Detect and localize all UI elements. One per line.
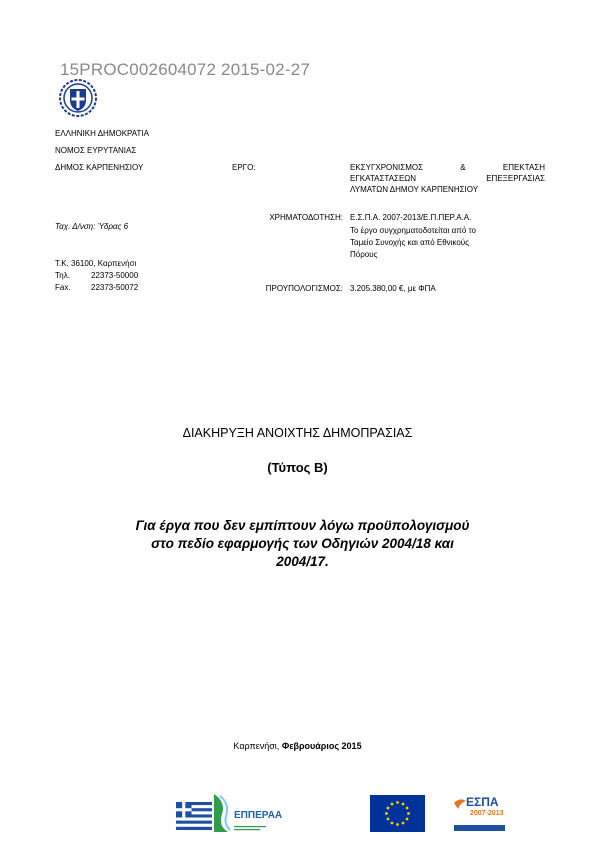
funding-line-4: Πόρους [350, 250, 378, 259]
header-tel-value: 22373-50000 [91, 271, 139, 280]
eu-star-icon [407, 812, 410, 815]
header-postal: Τ.Κ. 36100, Καρπενήσι [55, 259, 137, 268]
eu-star-icon [391, 803, 394, 806]
ergo-label: ΕΡΓΟ: [232, 163, 256, 172]
place-date [0, 741, 595, 751]
epperaa-logo [212, 792, 283, 834]
eu-star-icon [387, 807, 390, 810]
funding-line-2: Το έργο συγχρηματοδοτείται από το [350, 226, 476, 235]
header-fax-label: Fax. [55, 283, 71, 292]
eu-star-icon [406, 818, 409, 821]
scope-note-line-2: στο πεδίο εφαρμογής των Οδηγιών 2004/18 και [151, 536, 454, 551]
budget-label: ΠΡΟΥΠΟΛΟΓΙΣΜΟΣ: [265, 284, 343, 293]
page-title: ΔΙΑΚΗΡΥΞΗ ΑΝΟΙΧΤΗΣ ΔΗΜΟΠΡΑΣΙΑΣ [182, 426, 413, 440]
header-tel-label: Τηλ. [55, 271, 70, 280]
eu-star-icon [396, 801, 399, 804]
eu-star-icon [402, 803, 405, 806]
ergo-line-1: ΕΚΣΥΓΧΡΟΝΙΣΜΟΣ & ΕΠΕΚΤΑΣΗ [350, 163, 545, 172]
eu-star-icon [402, 822, 405, 825]
header-address: Ταχ. Δ/νση: Ύδρας 6 [55, 222, 129, 231]
eu-star-icon [385, 812, 388, 815]
ergo-line-2: ΕΓΚΑΤΑΣΤΑΣΕΩΝ ΕΠΕΞΕΡΓΑΣΙΑΣ [350, 174, 545, 183]
scope-note-line-3: 2004/17. [276, 554, 329, 569]
greek-flag-icon [176, 802, 212, 830]
espa-text: ΕΣΠΑ [466, 795, 499, 809]
eu-star-icon [406, 807, 409, 810]
budget-value: 3.205.380,00 €, με ΦΠΑ [350, 284, 436, 293]
header-prefecture: ΝΟΜΟΣ ΕΥΡΥΤΑΝΙΑΣ [55, 146, 137, 155]
header-municipality: ΔΗΜΟΣ ΚΑΡΠΕΝΗΣΙΟΥ [55, 163, 144, 172]
scope-note-line-1: Για έργα που δεν εμπίπτουν λόγω προϋπολογισμού [135, 518, 470, 533]
funding-line-3: Ταμείο Συνοχής και από Εθνικούς [350, 238, 470, 247]
epperaa-text: ΕΠΠΕΡΑΑ [234, 810, 283, 821]
eu-star-icon [391, 822, 394, 825]
document-id: 15PROC002604072 2015-02-27 [60, 60, 310, 79]
espa-logo [452, 795, 507, 833]
place: Καρπενήσι, [233, 741, 280, 751]
page-subtitle: (Τύπος Β) [267, 460, 328, 475]
eu-star-icon [387, 818, 390, 821]
funding-line-1: Ε.Σ.Π.Α. 2007-2013/Ε.Π.ΠΕΡ.Α.Α. [350, 213, 472, 222]
date: Φεβρουάριος 2015 [281, 741, 362, 751]
eu-flag-icon [370, 795, 425, 832]
eu-star-icon [396, 823, 399, 826]
espa-years: 2007-2013 [470, 810, 504, 817]
greek-emblem-icon [58, 78, 98, 118]
header-fax-value: 22373-50072 [91, 283, 139, 292]
ergo-line-3: ΛΥΜΑΤΩΝ ΔΗΜΟΥ ΚΑΡΠΕΝΗΣΙΟΥ [350, 185, 479, 194]
header-country: ΕΛΛΗΝΙΚΗ ΔΗΜΟΚΡΑΤΙΑ [55, 129, 149, 138]
funding-label: ΧΡΗΜΑΤΟΔΟΤΗΣΗ: [269, 213, 343, 222]
